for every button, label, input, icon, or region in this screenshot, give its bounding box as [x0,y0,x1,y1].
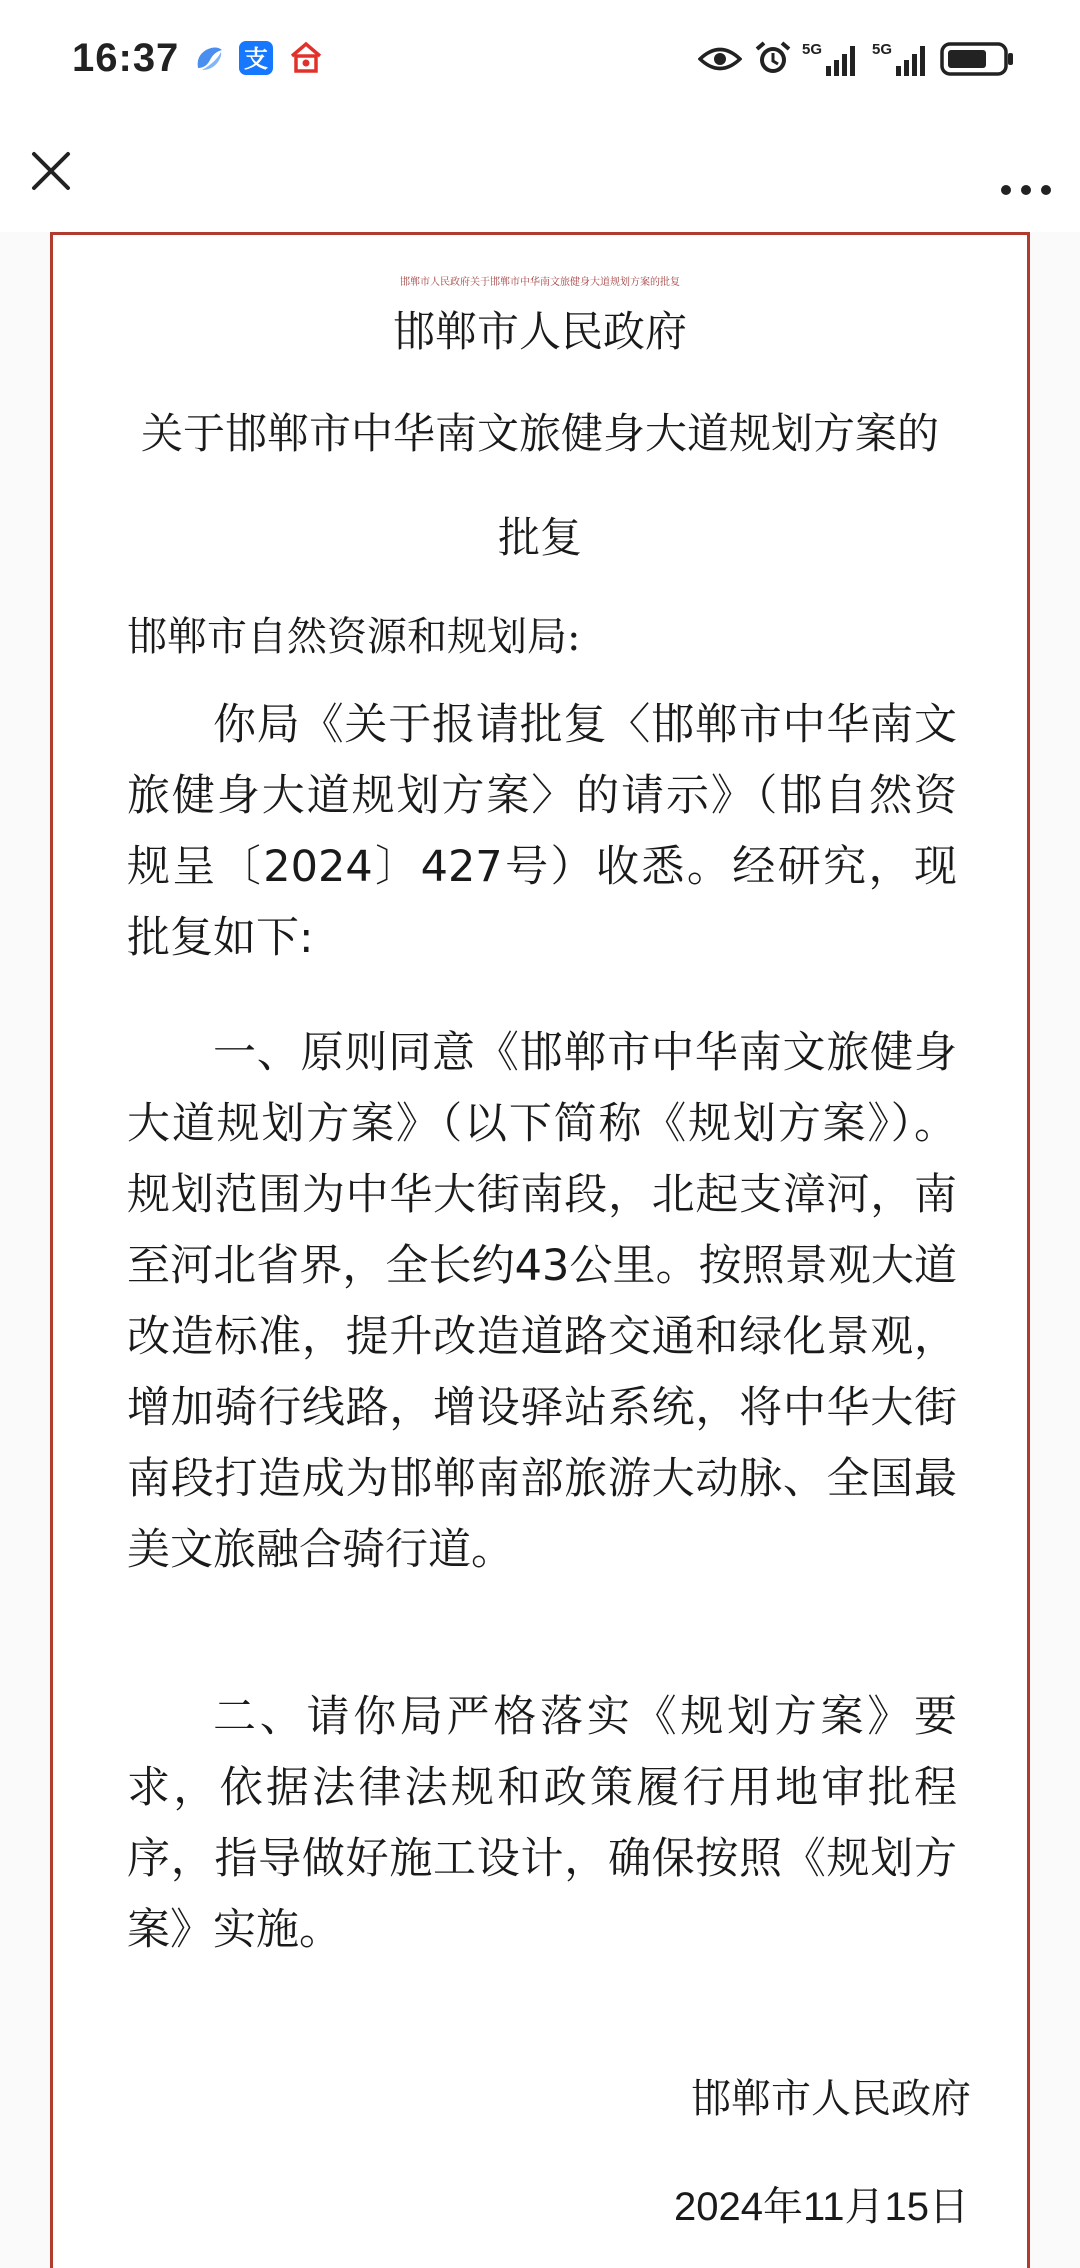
top-navigation-bar [0,120,1080,230]
alipay-icon [238,40,274,80]
alarm-icon [754,40,792,82]
document-date: 2024年11月15日 [674,2185,969,2229]
battery-icon [940,42,1016,80]
more-icon [994,142,1058,200]
close-icon [22,142,80,200]
eye-icon [698,44,742,78]
red-app-icon [288,40,324,80]
signal-5g-label: 5G [802,41,823,58]
document-title-line-2: 批复 [497,513,582,562]
close-button[interactable] [22,142,80,200]
svg-text:支: 支 [244,45,268,73]
document-viewer[interactable] [0,232,1080,2268]
signal-icon [872,38,936,84]
recipient: 邯郸市自然资源和规划局: [127,614,581,660]
signature-issuer: 邯郸市人民政府 [691,2076,971,2122]
document-title-line-1: 关于邯郸市中华南文旅健身大道规划方案的 [140,409,939,458]
paragraph-intro: 你局《关于报请批复〈邯郸市中华南文旅健身大道规划方案〉的请示》（邯自然资规呈〔2024〕427号）收悉。经研究，现批复如下: [127,700,957,963]
blue-app-icon [192,42,226,80]
paragraph-item-one: 一、原则同意《邯郸市中华南文旅健身大道规划方案》（以下简称《规划方案》）。规划范围为中华大街南段，北起支漳河，南至河北省界，全长约43公里。按照景观大道改造标准，提升改造道路交通和绿化景观，增加骑行线路，增设驿站系统，将中华大街南段打造成为邯郸南部旅游大动脉、全国最美文旅融合骑行道。 [127,1028,957,1575]
status-time: 16:37 [72,36,180,80]
issuer-title: 邯郸市人民政府 [392,307,687,356]
more-options-button[interactable] [994,142,1058,200]
paragraph-item-two: 二、请你局严格落实《规划方案》要求，依据法律法规和政策履行用地审批程序，指导做好施工设计，确保按照《规划方案》实施。 [127,1692,957,1955]
signal-5g-label: 5G [872,41,893,58]
document-header-caption: 邯郸市人民政府关于邯郸市中华南文旅健身大道规划方案的批复 [400,277,680,288]
status-bar [0,0,1080,120]
signal-icon [802,38,866,84]
document-page [50,232,1030,2268]
